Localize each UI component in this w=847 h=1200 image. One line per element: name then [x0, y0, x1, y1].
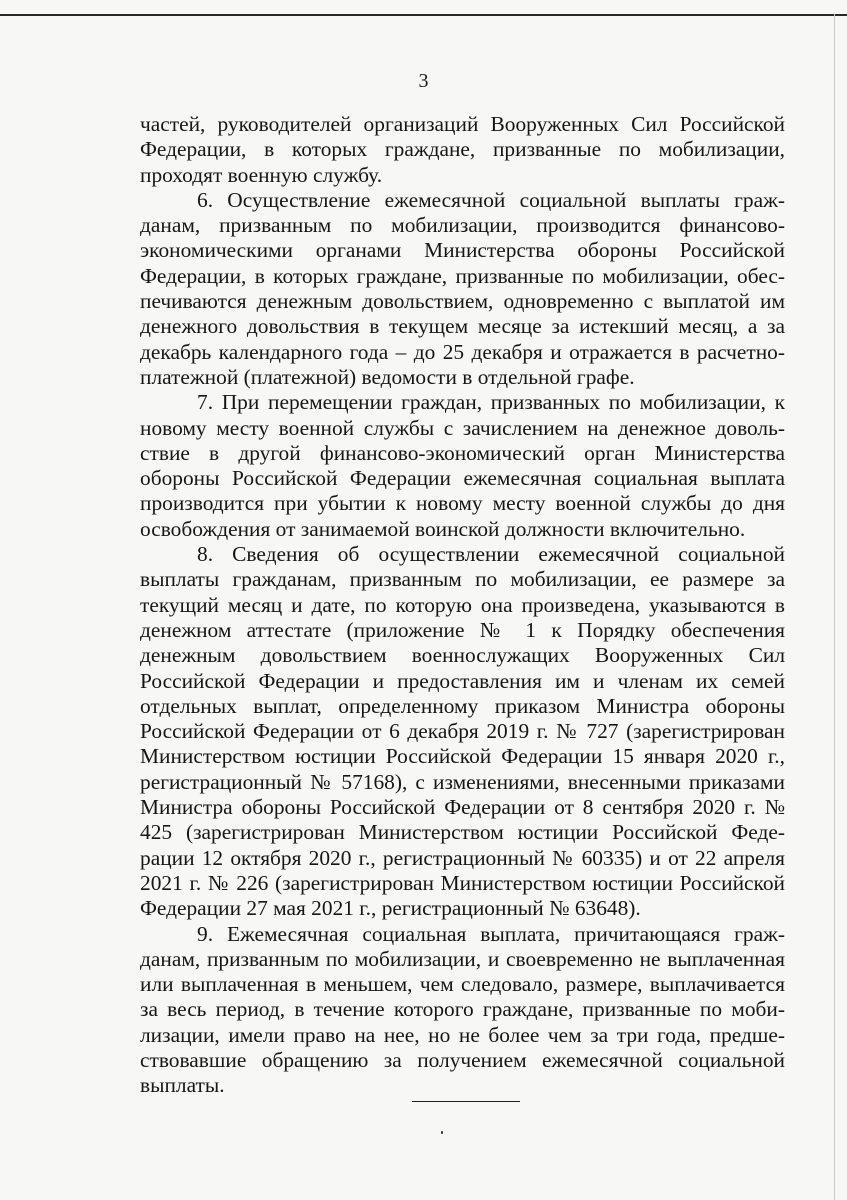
scan-top-edge: [0, 14, 847, 16]
scan-speck: [441, 1131, 443, 1134]
paragraph-6: 6. Осуществление ежемесячной социальной выплаты гражданам, призванным по мобилизации, производится финансово-экономическими органами Министерства обороны Российской Федерации, в которых граждане, призванные по мобилизации, обеспечиваются денежным довольствием, одновременно с выплатой им денежного довольствия в текущем месяце за истекший месяц, а за декабрь календарного года – до 25 декабря и отражается в расчетно-платежной (платежной) ведомости в отдельной графе.: [140, 187, 785, 389]
scan-right-edge: [834, 14, 835, 1200]
document-body: [140, 112, 785, 1099]
page-number: 3: [418, 70, 429, 92]
paragraph-continuation: частей, руководителей организаций Вооруженных Сил Российской Федерации, в которых граждане, призванные по мобилизации, проходят военную службу.: [140, 112, 785, 187]
paragraph-7: 7. При перемещении граждан, призванных по мобилизации, к новому месту военной службы с зачислением на денежное довольствие в другой финансово-экономический орган Министерства обороны Российской Федерации ежемесячная социальная выплата производится при убытии к новому месту военной службы до дня освобождения от занимаемой воинской должности включительно.: [140, 390, 785, 541]
paragraph-8: 8. Сведения об осуществлении ежемесячной социальной выплаты гражданам, призванным по мобилизации, ее размере за текущий месяц и дате, по которую она произведена, указываются в денежном аттестате (приложение № 1 к Порядку обеспечения денежным довольствием военнослужащих Вооруженных Сил Российской Федерации и предоставления им и членам их семей отдельных выплат, определенному приказом Министра обороны Российской Федерации от 6 декабря 2019 г. № 727 (зарегистрирован Министерством юстиции Российской Федерации 15 января 2020 г., регистрационный № 57168), с изменениями, внесенными приказами Министра обороны Российской Федерации от 8 сентября 2020 г. № 425 (зарегистрирован Министерством юстиции Российской Федерации 12 октября 2020 г., регистрационный № 60335) и от 22 апреля 2021 г. № 226 (зарегистрирован Министерством юстиции Российской Федерации 27 мая 2021 г., регистрационный № 63648).: [140, 542, 785, 921]
end-of-text-rule: [412, 1101, 520, 1102]
paragraph-9: 9. Ежемесячная социальная выплата, причитающаяся гражданам, призванным по мобилизации, и своевременно не выплаченная или выплаченная в меньшем, чем следовало, размере, выплачивается за весь период, в течение которого граждане, призванные по мобилизации, имели право на нее, но не более чем за три года, предшествовавшие обращению за получением ежемесячной социальной выплаты.: [140, 921, 785, 1098]
